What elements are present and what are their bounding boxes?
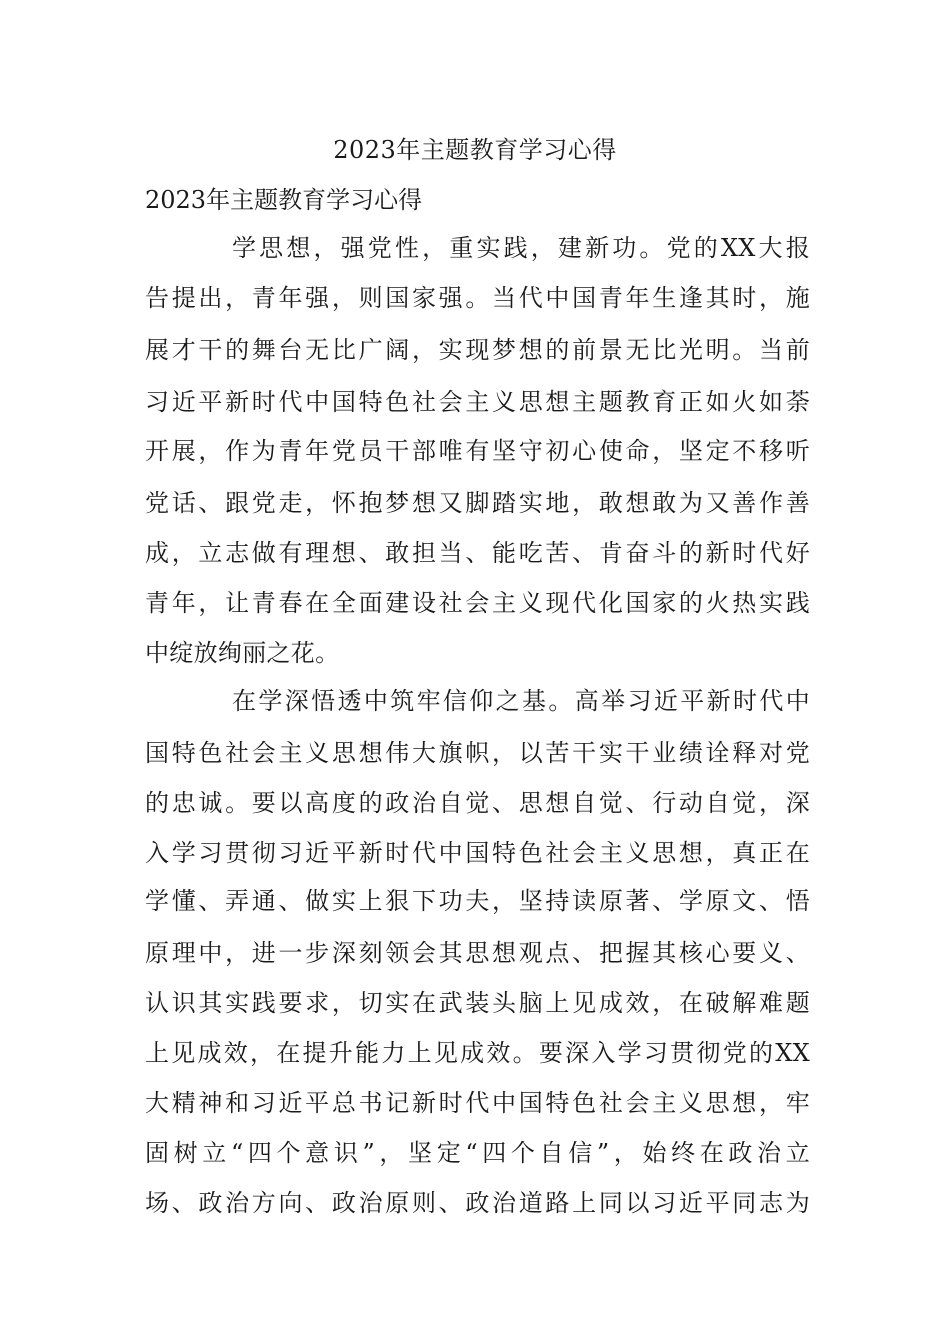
paragraph-1-line-9: 中绽放绚丽之花。 (145, 639, 340, 667)
paragraph-1-line-4: 习近平新时代中国特色社会主义思想主题教育正如火如荼 (145, 388, 810, 416)
paragraph-1-line-8: 青年，让青春在全面建设社会主义现代化国家的火热实践 (145, 589, 810, 617)
paragraph-2-line-7: 认识其实践要求，切实在武装头脑上见成效，在破解难题 (145, 989, 810, 1017)
document-subtitle: 2023年主题教育学习心得 (145, 186, 423, 214)
paragraph-2-line-1: 在学深悟透中筑牢信仰之基。高举习近平新时代中 (232, 687, 810, 715)
document-title: 2023年主题教育学习心得 (333, 136, 617, 164)
paragraph-2-line-9: 大精神和习近平总书记新时代中国特色社会主义思想，牢 (145, 1089, 810, 1117)
paragraph-2-line-5: 学懂、弄通、做实上狠下功夫，坚持读原著、学原文、悟 (145, 887, 810, 915)
paragraph-1-line-6: 党话、跟党走，怀抱梦想又脚踏实地，敢想敢为又善作善 (145, 489, 810, 517)
paragraph-2-line-11: 场、政治方向、政治原则、政治道路上同以习近平同志为 (145, 1189, 810, 1217)
paragraph-1-line-5: 开展，作为青年党员干部唯有坚守初心使命，坚定不移听 (145, 437, 810, 465)
paragraph-1-line-1: 学思想，强党性，重实践，建新功。党的XX大报 (232, 234, 810, 262)
paragraph-2-line-8: 上见成效，在提升能力上见成效。要深入学习贯彻党的XX (145, 1039, 810, 1067)
paragraph-1-line-2: 告提出，青年强，则国家强。当代中国青年生逢其时，施 (145, 284, 810, 312)
paragraph-2-line-6: 原理中，进一步深刻领会其思想观点、把握其核心要义、 (145, 939, 810, 967)
paragraph-2-line-3: 的忠诚。要以高度的政治自觉、思想自觉、行动自觉，深 (145, 789, 810, 817)
paragraph-2-line-10: 固树立“四个意识”，坚定“四个自信”，始终在政治立 (145, 1139, 810, 1167)
paragraph-1-line-7: 成，立志做有理想、敢担当、能吃苦、肯奋斗的新时代好 (145, 539, 810, 567)
paragraph-2-line-2: 国特色社会主义思想伟大旗帜，以苦干实干业绩诠释对党 (145, 739, 810, 767)
paragraph-1-line-3: 展才干的舞台无比广阔，实现梦想的前景无比光明。当前 (145, 336, 810, 364)
paragraph-2-line-4: 入学习贯彻习近平新时代中国特色社会主义思想，真正在 (145, 839, 810, 867)
